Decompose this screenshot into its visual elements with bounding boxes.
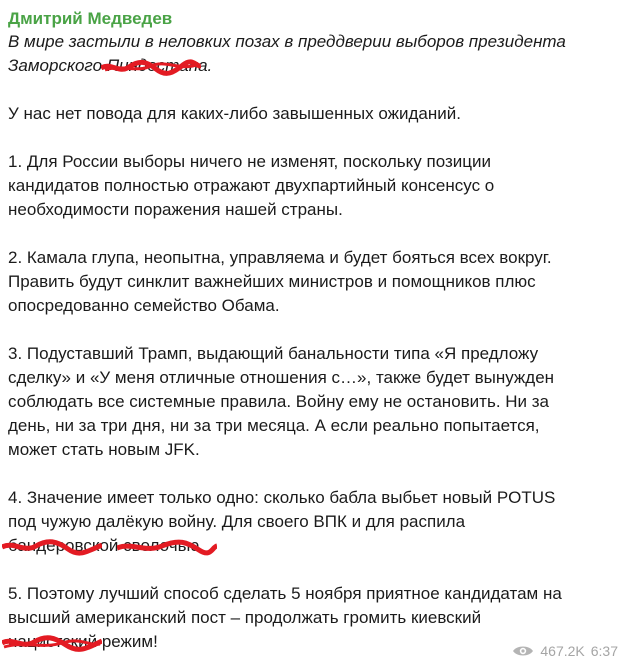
p2-line: Править будут синклит важнейших министров и помощников плюс [8, 272, 536, 291]
censored-word-text: сволочью [123, 536, 200, 555]
headline-line-2 [8, 54, 620, 78]
message-meta [506, 643, 618, 659]
headline-end: . [207, 56, 213, 75]
p5-line: 5. Поэтому лучший способ сделать 5 ноября приятное кандидатам на [8, 584, 562, 603]
censored-word [8, 630, 158, 654]
headline-line-1: В мире застыли в неловких позах в преддверии выборов президента [8, 32, 566, 51]
censored-word-text: Пиндостана [106, 56, 208, 75]
paragraph-2 [8, 246, 620, 318]
headline-text: Заморского [8, 56, 107, 75]
censored-word-text: нацистский режим! [8, 632, 158, 651]
eye-icon [512, 644, 534, 658]
p1-line: необходимости поражения нашей страны. [8, 200, 343, 219]
paragraph-1 [8, 150, 620, 222]
author-name[interactable]: Дмитрий Медведев [8, 9, 173, 28]
p4-line: под чужую далёкую войну. Для своего ВПК и для распила [8, 512, 466, 531]
p1-line: 1. Для России выборы ничего не изменят, поскольку позиции [8, 152, 491, 171]
censored-word [107, 54, 208, 78]
p4-line: 4. Значение имеет только одно: сколько бабла выбьет новый POTUS [8, 488, 556, 507]
paragraph-3 [8, 342, 620, 462]
message-time: 6:37 [590, 643, 618, 659]
message-bubble [8, 8, 620, 654]
censored-word [123, 534, 199, 558]
p2-line: опосредованно семейство Обама. [8, 296, 280, 315]
intro-line: У нас нет повода для каких-либо завышенных ожиданий. [8, 104, 461, 123]
p1-line: кандидатов полностью отражают двухпартийный консенсус о [8, 176, 495, 195]
p5-line: высший американский пост – продолжать громить киевский [8, 608, 482, 627]
censored-word [8, 534, 118, 558]
p4-last-line [8, 534, 620, 558]
p3-line: день, ни за три дня, ни за три месяца. А если реально попытается, [8, 416, 540, 435]
p2-line: 2. Камала глупа, неопытна, управляема и будет бояться всех вокруг. [8, 248, 552, 267]
censored-word-text: бандеровской [8, 536, 119, 555]
p3-line: может стать новым JFK. [8, 440, 200, 459]
p3-line: 3. Подуставший Трамп, выдающий банальности типа «Я предложу [8, 344, 539, 363]
paragraph-4 [8, 486, 620, 558]
p3-line: сделку» и «У меня отличные отношения с…», также будет вынужден [8, 368, 555, 387]
p3-line: соблюдать все системные правила. Войну ему не остановить. Ни за [8, 392, 550, 411]
punctuation: . [199, 536, 204, 555]
view-count: 467.2K [540, 643, 585, 659]
